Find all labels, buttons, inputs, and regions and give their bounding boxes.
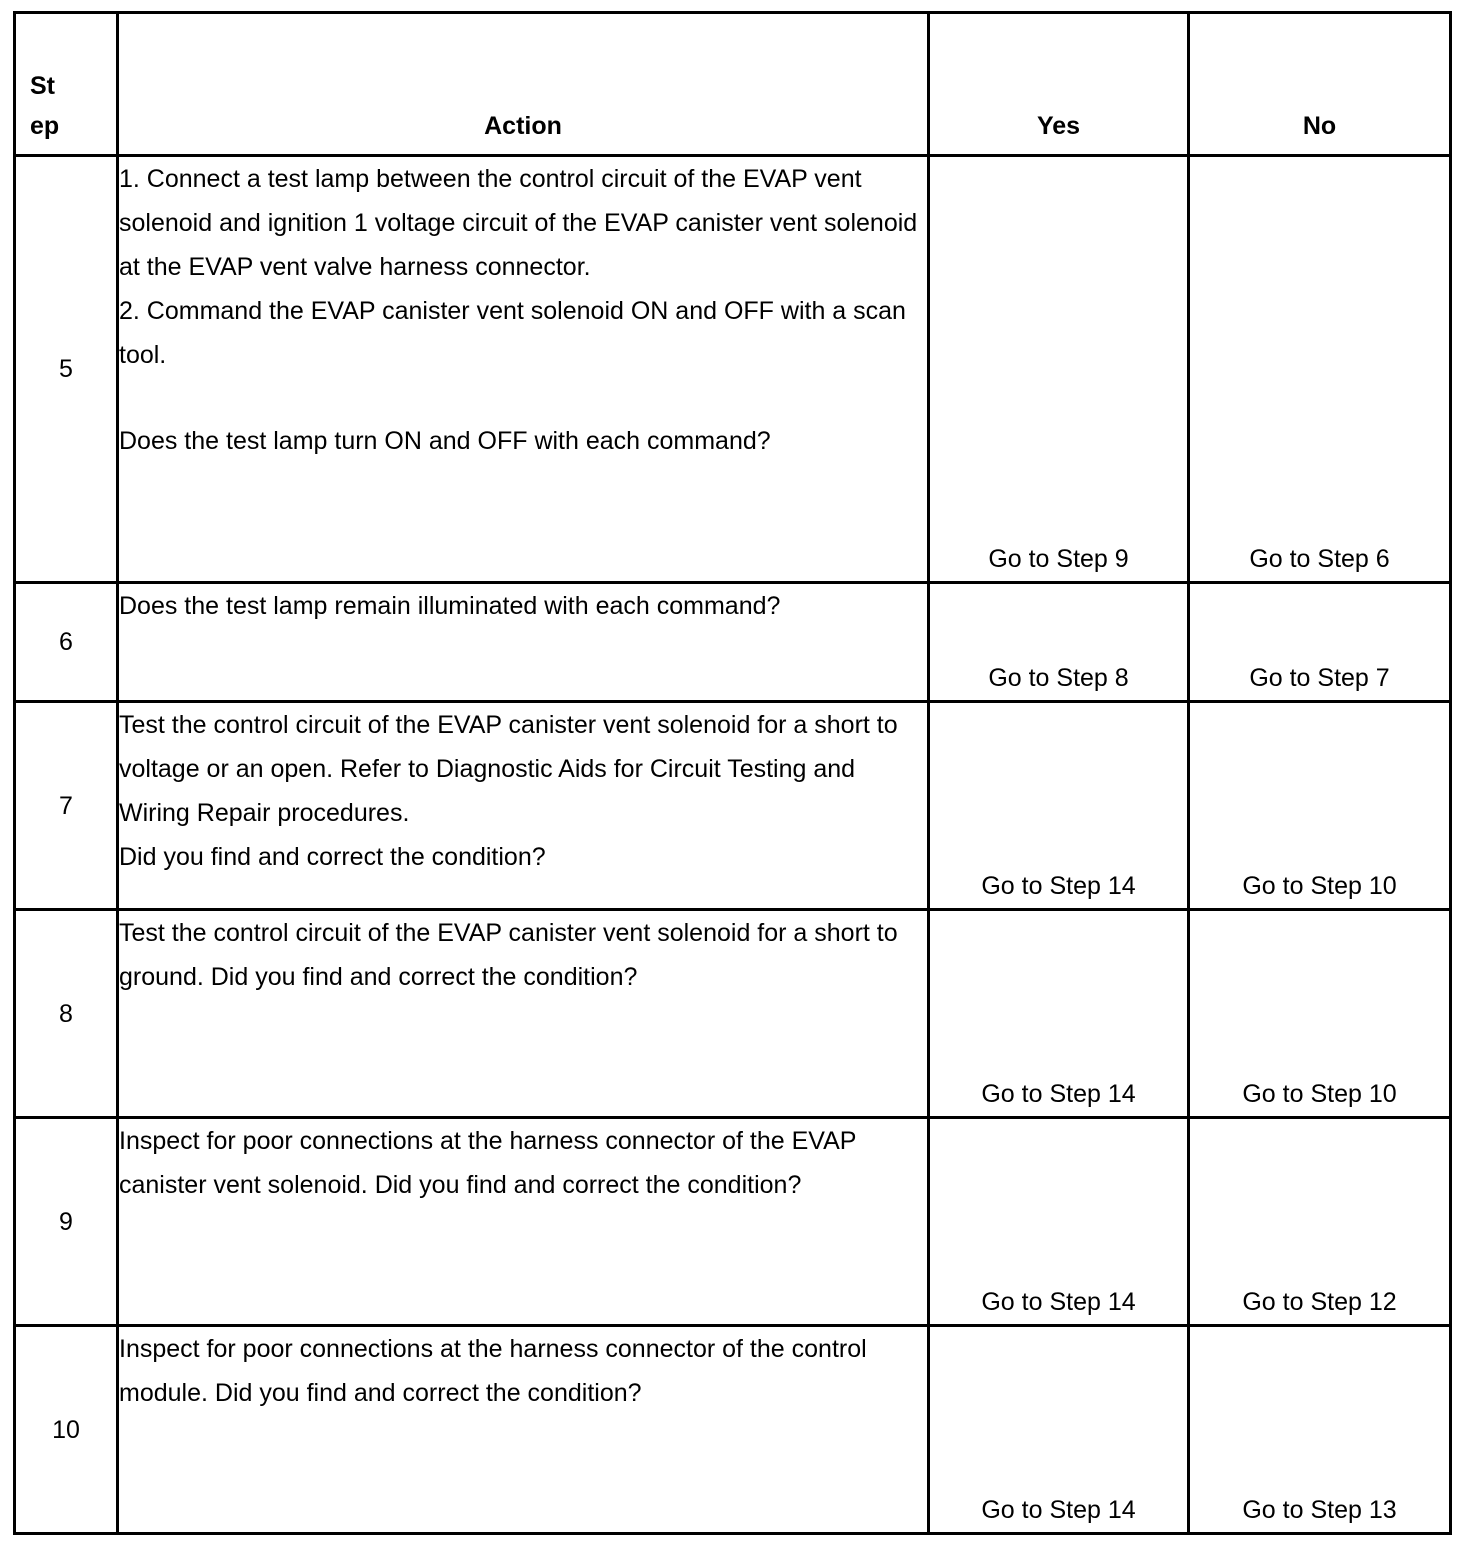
yes-result: Go to Step 14: [929, 910, 1189, 1118]
table-row-step-8: [15, 910, 1451, 1118]
action-text: Test the control circuit of the EVAP canister vent solenoid for a short to ground. Did you find and correct the condition?: [119, 919, 898, 991]
action-text: Test the control circuit of the EVAP canister vent solenoid for a short to voltage or an open. Refer to Diagnostic Aids for Circuit Testing and Wiring Repair procedures.: [119, 711, 898, 827]
action-cell: [118, 702, 929, 910]
no-result: Go to Step 13: [1189, 1326, 1451, 1534]
step-number: 5: [15, 156, 118, 583]
table-row-step-10: [15, 1326, 1451, 1534]
action-item-2: 2. Command the EVAP canister vent solenoid ON and OFF with a scan tool.: [119, 297, 906, 369]
step-number: 9: [15, 1118, 118, 1326]
header-yes: Yes: [929, 13, 1189, 156]
yes-result: Go to Step 9: [929, 156, 1189, 583]
action-cell: [118, 1326, 929, 1534]
no-result: Go to Step 7: [1189, 583, 1451, 702]
action-cell: [118, 910, 929, 1118]
table-row-step-5: [15, 156, 1451, 583]
step-number: 7: [15, 702, 118, 910]
table-row-step-7: [15, 702, 1451, 910]
header-step: St ep: [15, 13, 118, 156]
step-number: 10: [15, 1326, 118, 1534]
yes-result: Go to Step 14: [929, 1118, 1189, 1326]
action-cell: [118, 583, 929, 702]
header-no: No: [1189, 13, 1451, 156]
action-question: Does the test lamp turn ON and OFF with each command?: [119, 427, 771, 455]
action-text: Inspect for poor connections at the harness connector of the control module. Did you find and correct the condition?: [119, 1335, 867, 1407]
action-cell: [118, 1118, 929, 1326]
table-row-step-6: [15, 583, 1451, 702]
yes-result: Go to Step 8: [929, 583, 1189, 702]
action-question: Did you find and correct the condition?: [119, 843, 546, 871]
action-item-1: 1. Connect a test lamp between the control circuit of the EVAP vent solenoid and ignition 1 voltage circuit of the EVAP canister vent solenoid at the EVAP vent valve harness connector.: [119, 165, 918, 281]
action-text: Inspect for poor connections at the harness connector of the EVAP canister vent solenoid. Did you find and correct the condition?: [119, 1127, 857, 1199]
header-action: Action: [118, 13, 929, 156]
step-number: 6: [15, 583, 118, 702]
table-row-step-9: [15, 1118, 1451, 1326]
yes-result: Go to Step 14: [929, 1326, 1189, 1534]
diagnostic-table: [13, 11, 1452, 1535]
no-result: Go to Step 6: [1189, 156, 1451, 583]
no-result: Go to Step 10: [1189, 910, 1451, 1118]
yes-result: Go to Step 14: [929, 702, 1189, 910]
no-result: Go to Step 10: [1189, 702, 1451, 910]
step-number: 8: [15, 910, 118, 1118]
action-text: Does the test lamp remain illuminated with each command?: [119, 592, 781, 620]
action-cell: [118, 156, 929, 583]
no-result: Go to Step 12: [1189, 1118, 1451, 1326]
header-row: [15, 13, 1451, 156]
